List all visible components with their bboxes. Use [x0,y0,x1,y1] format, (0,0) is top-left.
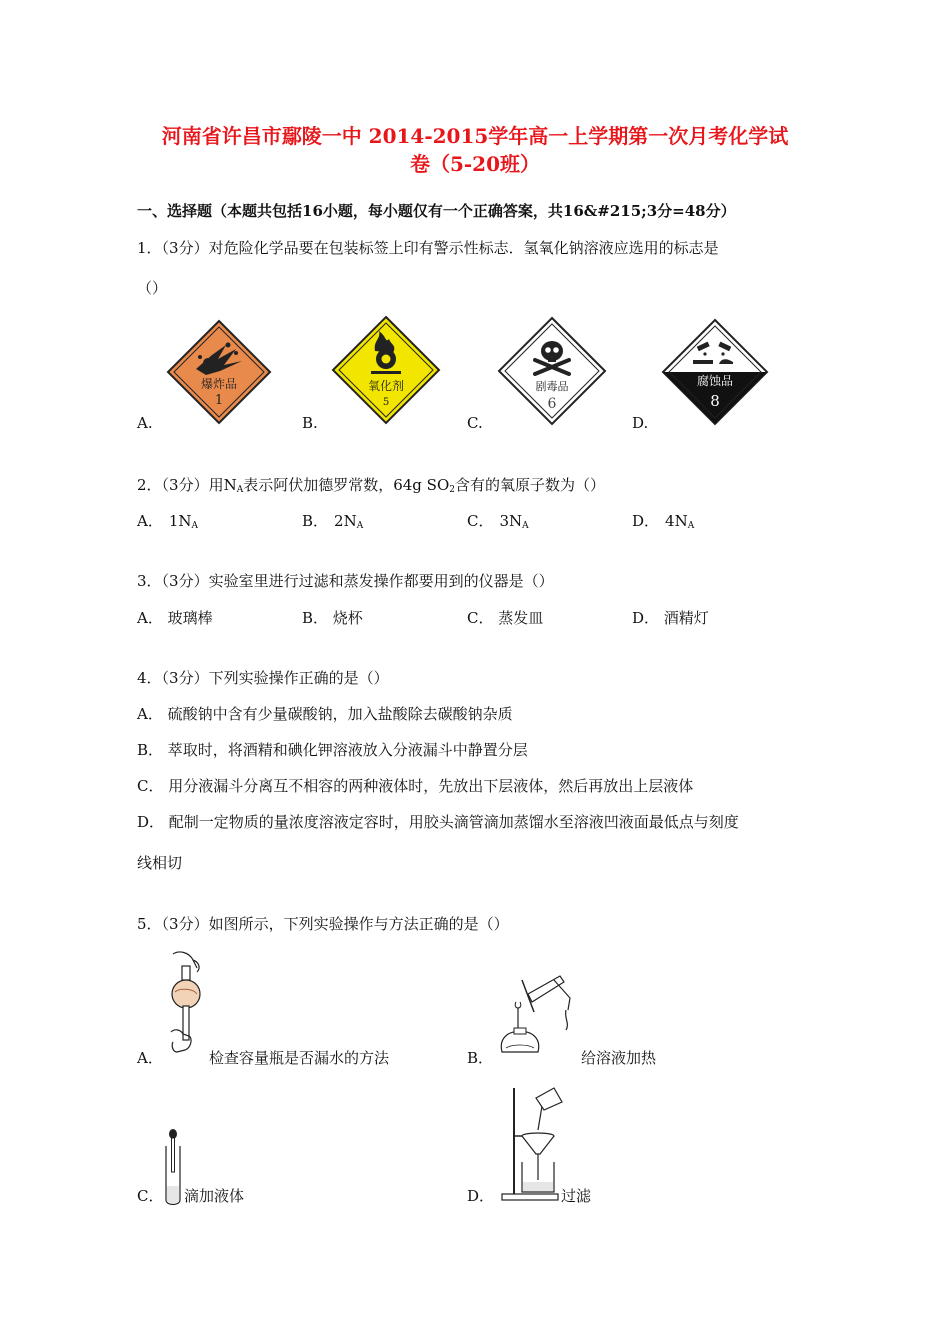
explosion-sign [166,319,272,425]
sign-label-corrosive: 腐蚀品 [696,374,734,388]
q5-option-b-letter[interactable]: B． [467,1049,494,1067]
q3-text: 3．（3分）实验室里进行过滤和蒸发操作都要用到的仪器是（） [137,572,554,590]
q3-option-b[interactable]: B． 烧杯 [302,609,363,627]
oxidizer-sign [331,315,441,425]
q2-text-sub: A [236,485,244,495]
q4-text: 4．（3分）下列实验操作正确的是（） [137,669,389,687]
q2-option-b[interactable] [302,510,363,537]
q1-option-b[interactable]: B. [302,414,318,432]
q2-option-sub: A [356,521,364,531]
q2-option-letter: A． [137,512,163,530]
q2-text [137,474,605,501]
sign-number-explosive: 1 [214,393,224,408]
q5-option-d-caption: 过滤 [561,1187,592,1205]
sign-number-oxidizer: 5 [382,397,390,408]
q2-option-letter: D． [632,512,660,530]
q2-text-pre: 2．（3分）用N [137,476,237,494]
q2-option-sub: A [191,521,199,531]
q4-option-d-cont: 线相切 [137,854,183,872]
q4-option-c[interactable]: C． 用分液漏斗分离互不相容的两种液体时，先放出下层液体，然后再放出上层液体 [137,777,694,795]
q2-text-mid: 表示阿伏加德罗常数，64g SO [243,476,450,494]
q1-option-d[interactable]: D. [632,414,649,432]
doc-title-line1: 河南省许昌市鄢陵一中 2014-2015学年高一上学期第一次月考化学试 [161,124,789,148]
q2-option-value: 3N [499,512,523,530]
q2-option-letter: B． [302,512,329,530]
q4-option-b[interactable]: B． 萃取时，将酒精和碘化钾溶液放入分液漏斗中静置分层 [137,741,528,759]
sign-label-toxic: 剧毒品 [535,380,569,393]
q2-option-d[interactable] [632,510,694,537]
q3-option-d[interactable]: D． 酒精灯 [632,609,709,627]
q2-option-value: 1N [168,512,192,530]
q2-option-letter: C． [467,512,494,530]
q5-option-d-letter[interactable]: D． [467,1187,495,1205]
q5-option-a-caption: 检查容量瓶是否漏水的方法 [209,1049,390,1067]
volumetric-flask-icon [163,948,209,1060]
q1-option-a[interactable]: A. [137,414,153,432]
q2-option-sub: A [687,521,695,531]
sign-number-toxic: 6 [547,396,557,412]
q5-option-b-caption: 给溶液加热 [581,1049,657,1067]
sign-label-explosive: 爆炸品 [200,377,238,391]
q2-text-sub2: 2 [449,485,455,495]
test-tube-heating-icon [494,972,584,1060]
q2-text-post: 含有的氧原子数为（） [455,476,606,494]
q1-text: 1．（3分）对危险化学品要在包装标签上印有警示性标志．氢氧化钠溶液应选用的标志是 [137,239,719,257]
q2-option-value: 4N [665,512,688,530]
q2-option-sub: A [522,521,529,531]
q4-option-a[interactable]: A． 硫酸钠中含有少量碳酸钠，加入盐酸除去碳酸钠杂质 [137,705,513,723]
corrosive-sign [661,318,769,426]
doc-title-line2: 卷（5-20班） [409,152,541,176]
q5-option-c-letter[interactable]: C． [137,1187,164,1205]
q5-text: 5．（3分）如图所示，下列实验操作与方法正确的是（） [137,915,509,933]
q3-option-a[interactable]: A． 玻璃棒 [137,609,213,627]
q3-option-c[interactable]: C． 蒸发皿 [467,609,544,627]
toxic-sign [497,316,607,426]
dropper-icon [163,1128,183,1206]
q5-option-c-caption: 滴加液体 [184,1187,245,1205]
q2-option-c[interactable] [467,510,529,537]
sign-label-oxidizer: 氧化剂 [367,379,405,393]
q2-option-a[interactable] [137,510,198,537]
q5-option-a-letter[interactable]: A． [137,1049,163,1067]
q1-paren: （） [137,279,168,297]
q4-option-d[interactable]: D． 配制一定物质的量浓度溶液定容时，用胶头滴管滴加蒸馏水至溶液凹液面最低点与刻度 [137,813,739,831]
q1-option-c[interactable]: C. [467,414,483,432]
sign-number-corrosive: 8 [710,392,720,410]
section-heading: 一、选择题（本题共包括16小题，每小题仅有一个正确答案，共16&#215;3分=48分） [137,202,736,220]
q2-option-value: 2N [334,512,357,530]
